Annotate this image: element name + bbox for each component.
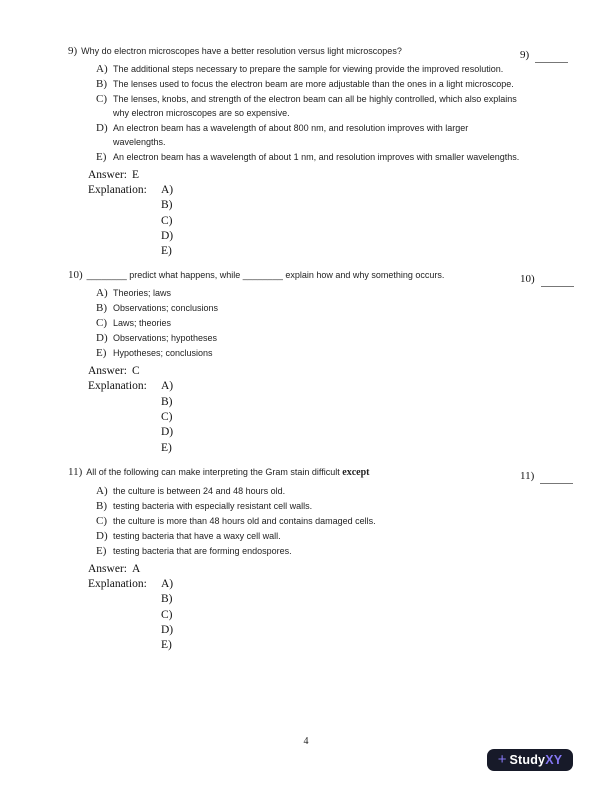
- stem-bold-word: except: [342, 466, 370, 478]
- explanation-letter: D): [161, 229, 174, 242]
- choice-text: Observations; hypotheses: [113, 333, 218, 344]
- explanation-letter-list: [161, 577, 173, 653]
- explanation-letter-list: [161, 379, 173, 455]
- explanation-letter: C): [161, 608, 173, 621]
- choice-row: [96, 499, 580, 513]
- choice-text: Observations; conclusions: [113, 303, 219, 314]
- answer-blank: [535, 49, 568, 63]
- explanation-letter: C): [161, 411, 173, 424]
- explanation-letter: A): [161, 184, 174, 196]
- plus-icon: +: [497, 751, 507, 768]
- choice-text: The lenses, knobs, and strength of the electron beam can all be highly controlled, which also explains why electron microscopes are so expensive.: [113, 94, 517, 118]
- answer-line: [88, 364, 580, 379]
- answer-line: [88, 562, 580, 577]
- brand-name: [509, 751, 562, 769]
- explanation-letter: E): [161, 245, 172, 258]
- choice-row: [96, 77, 580, 91]
- explanation-letter: B): [161, 593, 173, 606]
- question-stem: [68, 465, 580, 480]
- answer-label: Answer:: [88, 169, 127, 181]
- question-stem: [68, 44, 580, 58]
- choice-row: [96, 150, 580, 164]
- choice-letter: E): [96, 347, 107, 360]
- explanation-letter-list: [161, 183, 173, 259]
- choice-letter: C): [96, 514, 107, 527]
- choice-letter: D): [96, 529, 108, 542]
- choice-text: The lenses used to focus the electron beam are more adjustable than the ones in a light microscope.: [113, 79, 514, 89]
- choice-text: testing bacteria with especially resistant cell walls.: [113, 500, 313, 511]
- margin-answer-slot: [520, 268, 574, 285]
- choice-row: [96, 484, 580, 498]
- choice-row: [96, 286, 580, 300]
- explanation-block: [88, 183, 580, 259]
- explanation-letter: B): [161, 395, 173, 408]
- choice-letter: D): [96, 332, 108, 345]
- question-number: 11): [68, 465, 83, 478]
- answer-label: Answer:: [88, 562, 127, 575]
- choice-text: Laws; theories: [113, 318, 172, 329]
- choice-row: [96, 62, 580, 76]
- choice-list: [96, 484, 580, 558]
- question-block-10: [68, 268, 580, 455]
- questions-area: [68, 44, 580, 662]
- answer-value: C: [131, 365, 140, 378]
- choice-letter: D): [96, 122, 108, 134]
- choice-text: Hypotheses; conclusions: [113, 348, 213, 359]
- choice-letter: B): [96, 499, 107, 512]
- choice-text: the culture is between 24 and 48 hours old.: [113, 485, 286, 496]
- question-stem-text: All of the following can make interpreting the Gram stain difficult: [86, 466, 340, 477]
- choice-row: [96, 301, 580, 315]
- choice-text: An electron beam has a wavelength of about 800 nm, and resolution improves with larger wavelengths.: [113, 123, 469, 147]
- choice-letter: C): [96, 317, 107, 330]
- answer-value: E: [131, 169, 139, 181]
- answer-line: [88, 168, 580, 183]
- choice-row: [96, 316, 580, 330]
- choice-letter: A): [96, 63, 108, 75]
- brand-xy: XY: [545, 753, 563, 767]
- brand-study: Study: [509, 753, 546, 767]
- answer-value: A: [131, 562, 141, 575]
- explanation-label: Explanation:: [88, 184, 147, 196]
- choice-row: [96, 514, 580, 528]
- question-block-9: [68, 44, 580, 259]
- choice-text: testing bacteria that are forming endospores.: [113, 545, 292, 556]
- choice-letter: E): [96, 151, 107, 163]
- choice-row: [96, 331, 580, 345]
- choice-list: [96, 286, 580, 360]
- explanation-letter: A): [161, 380, 174, 393]
- choice-text: testing bacteria that have a waxy cell wall.: [113, 530, 281, 541]
- choice-letter: A): [96, 287, 108, 300]
- answer-label: Answer:: [88, 365, 127, 378]
- question-stem-text: ________ predict what happens, while ________ explain how and why something occurs.: [86, 270, 445, 281]
- choice-row: [96, 92, 580, 120]
- explanation-letter: C): [161, 214, 173, 227]
- choice-text: An electron beam has a wavelength of about 1 nm, and resolution improves with smaller wavelengths.: [113, 152, 520, 162]
- explanation-letter: E): [161, 441, 172, 454]
- choice-text: the culture is more than 48 hours old and contains damaged cells.: [113, 515, 376, 526]
- choice-letter: B): [96, 78, 107, 90]
- margin-answer-slot: [520, 44, 568, 61]
- choice-text: The additional steps necessary to prepare the sample for viewing provide the improved resolution.: [113, 64, 504, 74]
- explanation-label: Explanation:: [88, 380, 147, 393]
- page-number: 4: [303, 736, 309, 747]
- answer-blank: [540, 470, 573, 484]
- choice-text: Theories; laws: [113, 288, 172, 299]
- choice-letter: C): [96, 93, 107, 105]
- margin-question-number: 10): [520, 273, 535, 286]
- choice-row: [96, 346, 580, 360]
- margin-question-number: 11): [520, 469, 535, 482]
- question-stem-text: Why do electron microscopes have a better resolution versus light microscopes?: [81, 46, 402, 56]
- choice-letter: A): [96, 484, 108, 497]
- answer-blank: [541, 273, 574, 287]
- question-block-11: [68, 465, 580, 653]
- choice-row: [96, 121, 580, 149]
- explanation-block: [88, 379, 580, 455]
- explanation-block: [88, 577, 580, 653]
- explanation-letter: D): [161, 426, 174, 439]
- explanation-letter: A): [161, 577, 174, 590]
- choice-list: [96, 62, 580, 164]
- margin-question-number: 9): [520, 49, 530, 61]
- question-number: 9): [68, 45, 78, 57]
- margin-answer-slot: [520, 465, 573, 482]
- explanation-letter: D): [161, 623, 174, 636]
- question-stem: [68, 268, 580, 282]
- question-number: 10): [68, 269, 83, 282]
- studyxy-logo[interactable]: [487, 749, 573, 771]
- explanation-letter: E): [161, 639, 172, 652]
- choice-letter: B): [96, 302, 107, 315]
- explanation-label: Explanation:: [88, 577, 147, 590]
- explanation-letter: B): [161, 199, 173, 212]
- choice-row: [96, 529, 580, 543]
- choice-letter: E): [96, 544, 107, 557]
- choice-row: [96, 544, 580, 558]
